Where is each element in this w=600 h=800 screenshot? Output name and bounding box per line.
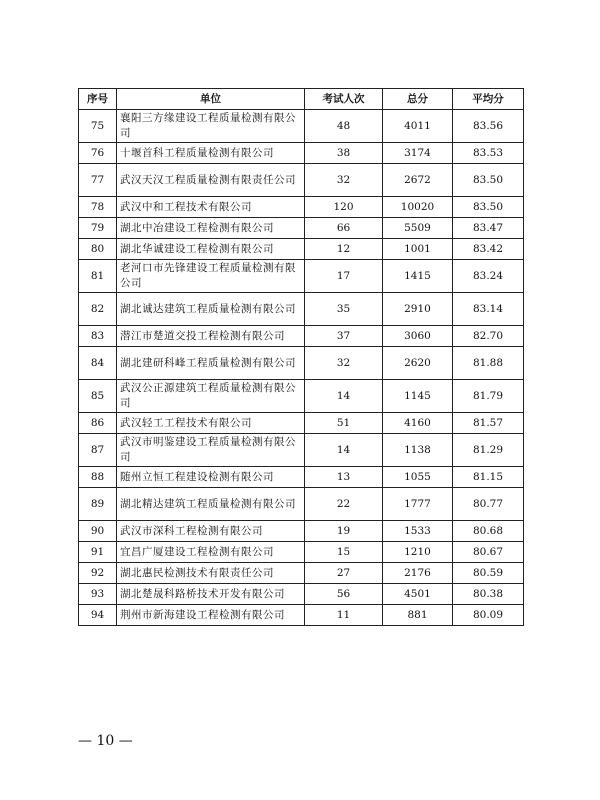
row-average: 83.24 (453, 260, 524, 293)
header-unit: 单位 (117, 89, 305, 110)
row-exams: 32 (305, 347, 383, 380)
row-number: 83 (79, 326, 117, 347)
table-row (79, 326, 524, 347)
row-exams: 15 (305, 542, 383, 563)
row-total: 1138 (383, 434, 453, 467)
row-unit: 武汉轻工工程技术有限公司 (117, 413, 305, 434)
row-number: 88 (79, 467, 117, 488)
row-average: 83.50 (453, 164, 524, 197)
row-unit: 湖北楚晟科路桥技术开发有限公司 (117, 584, 305, 605)
row-number: 84 (79, 347, 117, 380)
row-total: 2672 (383, 164, 453, 197)
row-unit: 湖北中冶建设工程检测有限公司 (117, 218, 305, 239)
row-number: 87 (79, 434, 117, 467)
score-table (78, 88, 524, 626)
row-total: 4011 (383, 110, 453, 143)
table-row (79, 542, 524, 563)
row-exams: 35 (305, 293, 383, 326)
row-unit: 宜昌广厦建设工程检测有限公司 (117, 542, 305, 563)
row-unit: 潜江市楚道交投工程检测有限公司 (117, 326, 305, 347)
row-unit: 武汉天汉工程质量检测有限责任公司 (117, 164, 305, 197)
row-exams: 48 (305, 110, 383, 143)
row-total: 881 (383, 605, 453, 626)
row-exams: 51 (305, 413, 383, 434)
row-number: 82 (79, 293, 117, 326)
header-no: 序号 (79, 89, 117, 110)
row-average: 80.59 (453, 563, 524, 584)
table-row (79, 260, 524, 293)
row-total: 1145 (383, 380, 453, 413)
row-number: 94 (79, 605, 117, 626)
row-average: 80.77 (453, 488, 524, 521)
table-row (79, 197, 524, 218)
row-average: 81.29 (453, 434, 524, 467)
row-total: 10020 (383, 197, 453, 218)
row-number: 89 (79, 488, 117, 521)
header-avg: 平均分 (453, 89, 524, 110)
row-average: 83.50 (453, 197, 524, 218)
row-total: 1777 (383, 488, 453, 521)
table-row (79, 347, 524, 380)
row-average: 83.56 (453, 110, 524, 143)
row-unit: 荆州市新海建设工程检测有限公司 (117, 605, 305, 626)
row-number: 86 (79, 413, 117, 434)
row-unit: 襄阳三方缘建设工程质量检测有限公司 (117, 110, 305, 143)
header-total: 总分 (383, 89, 453, 110)
row-average: 83.14 (453, 293, 524, 326)
row-unit: 武汉市深科工程检测有限公司 (117, 521, 305, 542)
row-exams: 13 (305, 467, 383, 488)
row-unit: 随州立恒工程建设检测有限公司 (117, 467, 305, 488)
row-total: 3174 (383, 143, 453, 164)
row-number: 77 (79, 164, 117, 197)
row-average: 80.09 (453, 605, 524, 626)
table-body (79, 110, 524, 626)
row-exams: 11 (305, 605, 383, 626)
row-average: 83.42 (453, 239, 524, 260)
row-exams: 19 (305, 521, 383, 542)
table-row (79, 110, 524, 143)
row-average: 80.38 (453, 584, 524, 605)
row-exams: 38 (305, 143, 383, 164)
row-unit: 武汉公正源建筑工程质量检测有限公司 (117, 380, 305, 413)
row-average: 83.47 (453, 218, 524, 239)
row-total: 1001 (383, 239, 453, 260)
row-unit: 湖北惠民检测技术有限责任公司 (117, 563, 305, 584)
row-total: 1415 (383, 260, 453, 293)
table-row (79, 218, 524, 239)
row-average: 81.79 (453, 380, 524, 413)
row-unit: 湖北精达建筑工程质量检测有限公司 (117, 488, 305, 521)
table-row (79, 143, 524, 164)
table-row (79, 563, 524, 584)
row-unit: 湖北建研科峰工程质量检测有限公司 (117, 347, 305, 380)
row-number: 90 (79, 521, 117, 542)
row-number: 75 (79, 110, 117, 143)
row-exams: 14 (305, 434, 383, 467)
row-number: 81 (79, 260, 117, 293)
row-number: 79 (79, 218, 117, 239)
page-number: — 10 — (78, 733, 133, 749)
table-row (79, 293, 524, 326)
row-exams: 27 (305, 563, 383, 584)
row-number: 80 (79, 239, 117, 260)
header-row (79, 89, 524, 110)
table-row (79, 488, 524, 521)
row-exams: 14 (305, 380, 383, 413)
row-exams: 37 (305, 326, 383, 347)
row-total: 2176 (383, 563, 453, 584)
table-row (79, 239, 524, 260)
row-average: 82.70 (453, 326, 524, 347)
row-total: 4501 (383, 584, 453, 605)
row-total: 1210 (383, 542, 453, 563)
table-row (79, 467, 524, 488)
header-exams: 考试人次 (305, 89, 383, 110)
row-number: 91 (79, 542, 117, 563)
row-exams: 32 (305, 164, 383, 197)
row-unit: 十堰首科工程质量检测有限公司 (117, 143, 305, 164)
row-total: 3060 (383, 326, 453, 347)
row-average: 81.15 (453, 467, 524, 488)
table-row (79, 164, 524, 197)
row-exams: 66 (305, 218, 383, 239)
row-total: 4160 (383, 413, 453, 434)
table-row (79, 584, 524, 605)
row-unit: 老河口市先锋建设工程质量检测有限公司 (117, 260, 305, 293)
table-row (79, 605, 524, 626)
row-unit: 武汉市明鉴建设工程质量检测有限公司 (117, 434, 305, 467)
row-total: 1055 (383, 467, 453, 488)
row-exams: 56 (305, 584, 383, 605)
row-number: 93 (79, 584, 117, 605)
row-total: 2620 (383, 347, 453, 380)
row-average: 83.53 (453, 143, 524, 164)
row-average: 81.88 (453, 347, 524, 380)
row-exams: 120 (305, 197, 383, 218)
row-average: 80.68 (453, 521, 524, 542)
row-average: 80.67 (453, 542, 524, 563)
row-number: 76 (79, 143, 117, 164)
table-row (79, 413, 524, 434)
table-row (79, 380, 524, 413)
row-total: 1533 (383, 521, 453, 542)
table-row (79, 521, 524, 542)
row-exams: 12 (305, 239, 383, 260)
row-average: 81.57 (453, 413, 524, 434)
table-row (79, 434, 524, 467)
row-total: 2910 (383, 293, 453, 326)
row-exams: 17 (305, 260, 383, 293)
row-number: 78 (79, 197, 117, 218)
row-unit: 武汉中和工程技术有限公司 (117, 197, 305, 218)
row-unit: 湖北诚达建筑工程质量检测有限公司 (117, 293, 305, 326)
row-number: 85 (79, 380, 117, 413)
row-unit: 湖北华诚建设工程检测有限公司 (117, 239, 305, 260)
row-exams: 22 (305, 488, 383, 521)
row-total: 5509 (383, 218, 453, 239)
row-number: 92 (79, 563, 117, 584)
